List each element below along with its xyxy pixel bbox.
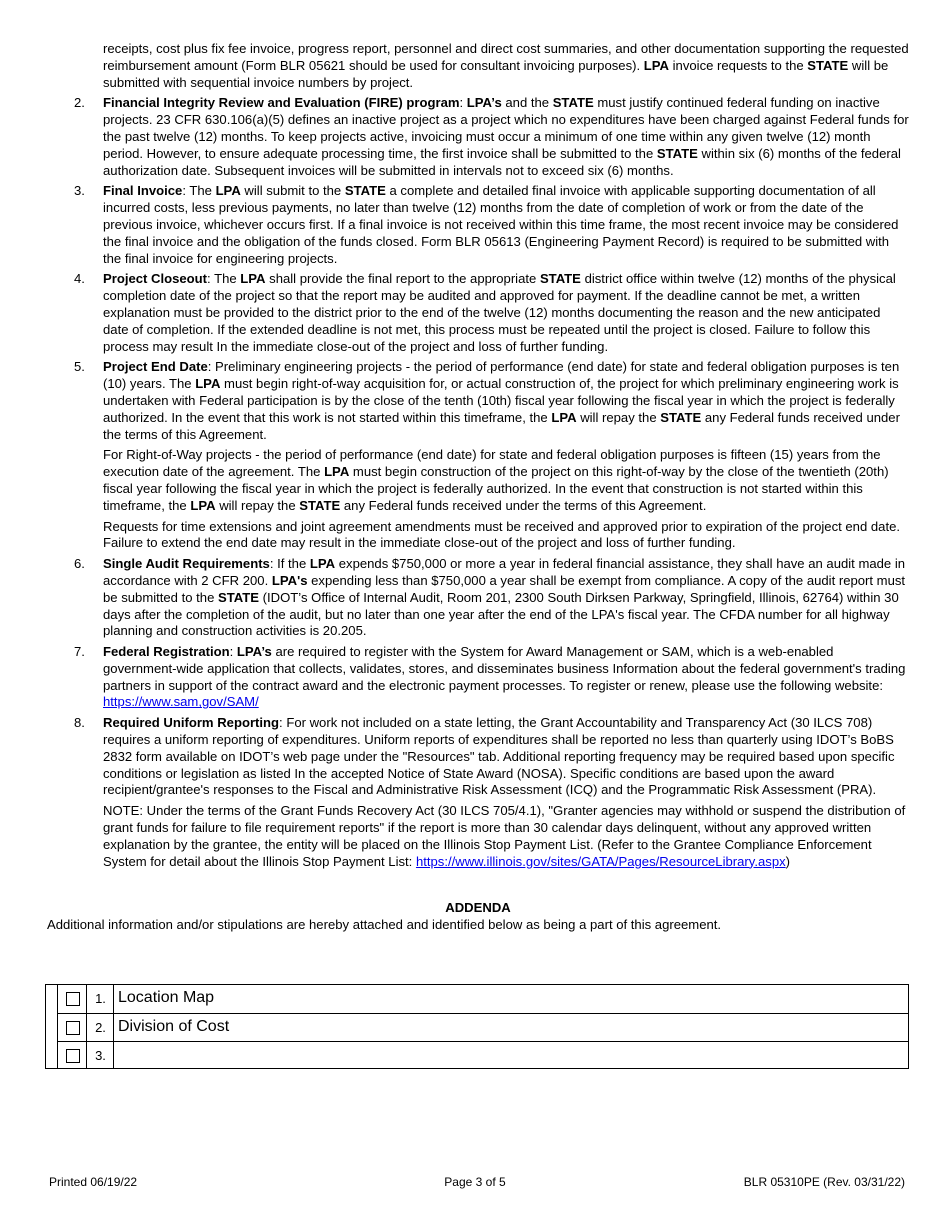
item-number: 4. — [74, 271, 85, 287]
item-title: Required Uniform Reporting — [103, 715, 280, 731]
document-body — [47, 41, 909, 934]
gata-resource-link[interactable]: https://www.illinois.gov/sites/GATA/Pages/ResourceLibrary.aspx — [415, 853, 786, 869]
item-number: 8. — [74, 715, 85, 731]
intro-paragraph: receipts, cost plus fix fee invoice, progress report, personnel and direct cost summaries, and other documentation supporting the requested reimbursement amount (Form BLR 05621 should be used for consultant invoicing purposes). LPA invoice requests to the STATE will be submitted with sequential invoice numbers by project. — [103, 41, 909, 90]
item-number: 2. — [74, 95, 85, 111]
item-title: Financial Integrity Review and Evaluation (FIRE) program — [103, 95, 460, 111]
item-title: Project End Date — [103, 359, 208, 375]
item-single-audit: 6. Single Audit Requirements: If the LPA expends $750,000 or more a year in federal financial assistance, they shall have an audit made in accordance with 2 CFR 200. LPA's expending less than $750,000 a year shall be exempt from compliance. A copy of the audit report must be submitted to the STATE (IDOT’s Office of Internal Audit, Room 201, 2300 South Dirksen Parkway, Springfield, Illinois, 62764) within 30 days after the completion of the audit, but no later than one year after the end of the LPA's fiscal year. The CFDA number for all highway planning and construction activities is 20.205. — [74, 556, 906, 639]
printed-date: Printed 06/19/22 — [49, 1175, 138, 1189]
item-number: 5. — [74, 359, 85, 375]
form-number: BLR 05310PE (Rev. 03/31/22) — [743, 1175, 905, 1189]
addenda-description: Additional information and/or stipulations are hereby attached and identified below as being a part of this agreement. — [47, 917, 722, 933]
addenda-checkbox[interactable] — [66, 1049, 80, 1063]
item-project-closeout: 4. Project Closeout: The LPA shall provide the final report to the appropriate STATE district office within twelve (12) months of the physical completion date of the project so that the report may be audited and approved for payment. If the deadline cannot be met, a written explanation must be provided to the district prior to the end of the twelve (12) months documenting the reason and the new anticipated date of completion. If the extended deadline is not met, this process must be repeated until the project is closed. Failure to follow this process may result In the immediate close-out of the project and loss of further funding. — [74, 271, 896, 354]
page-number: Page 3 of 5 — [444, 1175, 506, 1189]
item-fire-program: 2. Financial Integrity Review and Evaluation (FIRE) program: LPA’s and the STATE must justify continued federal funding on inactive projects. 23 CFR 630.106(a)(5) defines an inactive project as a project which no expenditures have been charged against Federal funds for the past twelve (12) months. To keep projects active, invoicing must occur a minimum of one time within any given twelve (12) month period. However, to ensure adequate processing time, the first invoice shall be submitted to the STATE within six (6) months of the federal authorization date. Subsequent invoices will be submitted in intervals not to exceed six (6) months. — [74, 95, 909, 178]
addenda-row-number: 2. — [88, 1014, 114, 1041]
note-paragraph: NOTE: Under the terms of the Grant Funds Recovery Act (30 ILCS 705/4.1), "Granter agencies may withhold or suspend the distribution of grant funds for failure to file requirement reports" if the report is more than 30 calendar days delinquent, without any approved written explanation by the grantee, the entity will be placed on the Illinois Stop Payment List. (Refer to the Grantee Compliance Enforcement System for detail about the Illinois Stop Payment List: https://www.illinois.gov/sites/GATA/Pages/ResourceLibrary.aspx) — [103, 803, 906, 869]
sam-website-link[interactable]: https://www.sam,gov/SAM/ — [103, 694, 259, 710]
item-final-invoice: 3. Final Invoice: The LPA will submit to the STATE a complete and detailed final invoice with applicable supporting documentation of all incurred costs, less previous payments, no later than twelve (12) months from the date of completion of work or from the date of the previous invoice, whichever occurs first. If a final invoice is not received within this time frame, the most recent invoice may be considered the final invoice and the obligation of the funds closed. Form BLR 05613 (Engineering Payment Record) is required to be submitted with the final invoice for engineering projects. — [74, 183, 899, 266]
addenda-row-number: 3. — [88, 1042, 114, 1069]
item-number: 6. — [74, 556, 85, 572]
addenda-heading: ADDENDA — [445, 900, 511, 916]
item-federal-registration: 7. Federal Registration: LPA’s are required to register with the System for Award Management or SAM, which is a web-enabled government-wide application that collects, validates, stores, and disseminates business Information about the federal government's trading partners in support of the contract award and the electronic payment processes. To register or renew, please use the following website: https://www.sam,gov/SAM/ — [74, 644, 906, 710]
item-uniform-reporting: 8. Required Uniform Reporting: For work not included on a state letting, the Grant Accountability and Transparency Act (30 ILCS 708) requires a uniform reporting of expenditures. Uniform reports of expenditures shall be reported no less than quarterly using IDOT’s BoBS 2832 form available on IDOT’s web page under the "Resources" tab. Additional reporting frequency may be required based upon specific conditions or legislation as listed In the accepted Notice of State Award (NOSA). Specific conditions are based upon the award recipient/grantee's responses to the Fiscal and Administrative Risk Assessment (ICQ) and the Programmatic Risk Assessment (PRA). NOTE: Under the terms of the Grant Funds Recovery Act (30 ILCS 705/4.1), "Granter agencies may withhold or suspend the distribution of grant funds for failure to file requirement reports" if the report is more than 30 calendar days delinquent, without any approved written explanation by the grantee, the entity will be placed on the Illinois Stop Payment List. (Refer to the Grantee Compliance Enforcement System for detail about the Illinois Stop Payment List: https://www.illinois.gov/sites/GATA/Pages/ResourceLibrary.aspx) — [47, 715, 909, 870]
right-of-way-paragraph: For Right-of-Way projects - the period of performance (end date) for state and federal obligation purposes is fifteen (15) years from the execution date of the agreement. The LPA must begin construction of the project on this right-of-way by the close of the twentieth (20th) fiscal year following the fiscal year in which the project is federally authorized. In the event that construction is not started within this timeframe, the LPA will repay the STATE any Federal funds received under the terms of this Agreement. — [103, 447, 889, 513]
addenda-row-text: Division of Cost — [118, 1018, 230, 1035]
addenda-row-text: Location Map — [118, 989, 215, 1006]
item-project-end-date: 5. Project End Date: Preliminary engineering projects - the period of performance (end date) for state and federal obligation purposes is ten (10) years. The LPA must begin right-of-way acquisition for, or actual construction of, the project for which preliminary engineering work is undertaken with Federal participation is by the close of the tenth (10th) fiscal year following the fiscal year in which the project is federally authorized. In the event that this work is not started within this timeframe, the LPA will repay the STATE any Federal funds received under the terms of this Agreement. For Right-of-Way projects - the period of performance (end date) for state and federal obligation purposes is fifteen (15) years from the execution date of the agreement. The LPA must begin construction of the project on this right-of-way by the close of the twentieth (20th) fiscal year following the fiscal year in which the project is federally authorized. In the event that construction is not started within this timeframe, the LPA will repay the STATE any Federal funds received under the terms of this Agreement. Requests for time extensions and joint agreement amendments must be received and approved prior to expiration of the project end date. Failure to extend the end date may result in the immediate close-out of the project and loss of further funding. — [47, 359, 909, 552]
addenda-row — [58, 1013, 909, 1041]
item-title: Single Audit Requirements — [103, 556, 270, 572]
addenda-row-number: 1. — [88, 985, 114, 1013]
item-title: Final Invoice — [103, 183, 183, 199]
item-number: 3. — [74, 183, 85, 199]
time-extension-paragraph: Requests for time extensions and joint agreement amendments must be received and approved prior to expiration of the project end date. Failure to extend the end date may result in the immediate close-out of the project and loss of further funding. — [103, 518, 900, 551]
addenda-row — [58, 985, 909, 1013]
addenda-checkbox[interactable] — [66, 992, 80, 1006]
item-title: Federal Registration — [103, 644, 230, 660]
addenda-table — [45, 984, 909, 1069]
addenda-row — [58, 1041, 909, 1069]
item-number: 7. — [74, 644, 85, 660]
item-title: Project Closeout — [103, 271, 208, 287]
addenda-checkbox[interactable] — [66, 1021, 80, 1035]
